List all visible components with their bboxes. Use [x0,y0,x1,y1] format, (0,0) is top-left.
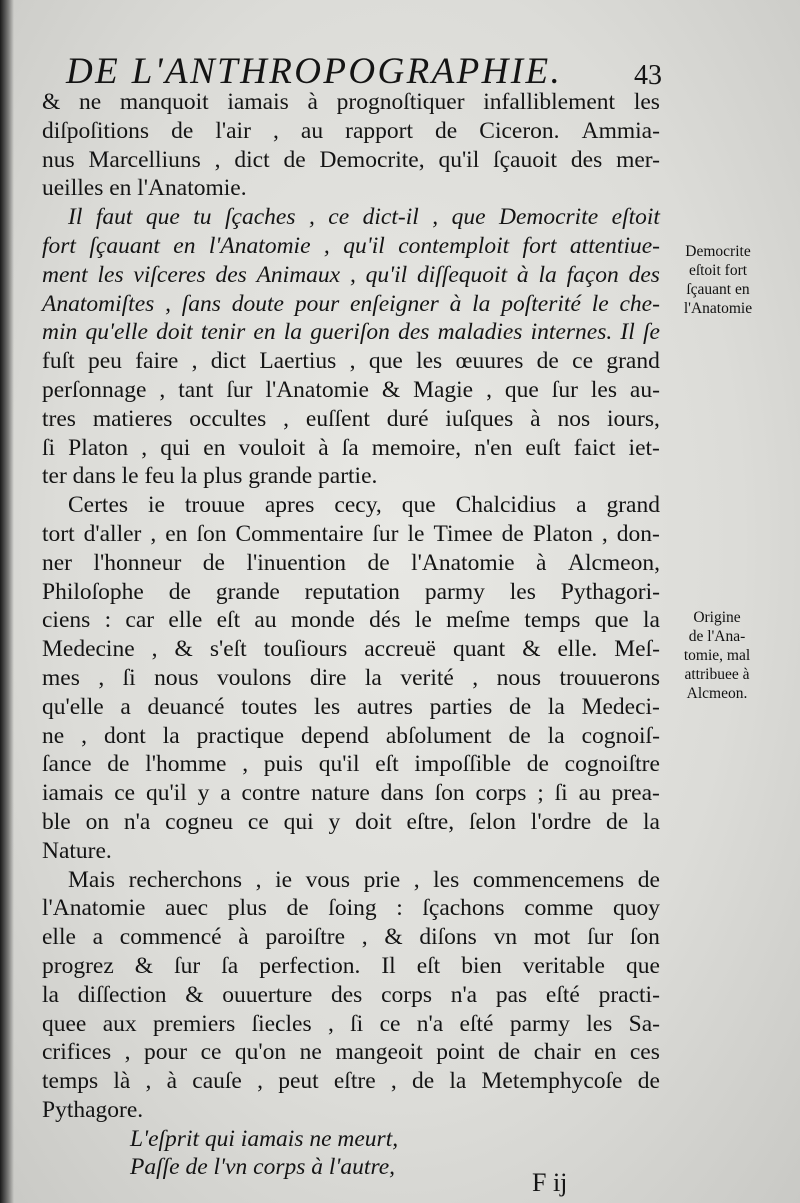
text-line: mes , ſi nous voulons dire la verité , nous trouuerons [42,664,660,691]
marginal-line: ſçauant en [686,281,750,298]
marginal-line: eſtoit fort [688,262,748,279]
text-line: Certes ie trouue apres cecy, que Chalcidius a grand [68,492,660,519]
text-line: ſance de l'homme , puis qu'il eſt impoſſible de cognoiſtre [42,751,660,778]
text-line: tort d'aller , en ſon Commentaire ſur le Timee de Platon , don- [42,520,660,547]
text-line: diſpoſitions de l'air , au rapport de Ciceron. Ammia- [42,117,660,144]
text-line: iamais ce qu'il y a contre nature dans ſon corps ; ſi au prea- [42,780,660,807]
text-line: tres matieres occultes , euſſent duré iuſques à nos iours, [42,405,660,432]
page-number: 43 [634,60,662,91]
text-line: & ne manquoit iamais à prognoſtiquer infalliblement les [42,89,660,115]
running-title: DE L'ANTHROPOGRAPHIE. [66,51,563,92]
text-line: fort ſçauant en l'Anatomie , qu'il contemploit fort attentiue- [42,232,660,259]
marginal-line: attribuee à [684,666,750,683]
text-line: Il faut que tu ſçaches , ce dict-il , que Democrite eſtoit [68,204,660,231]
text-line: elle a commencé à paroiſtre , & diſons vn mot ſur ſon [42,924,660,951]
text-line: min qu'elle doit tenir en la gueriſon des maladies internes. Il ſe [42,319,660,346]
text-line: Mais recherchons , ie vous prie , les commencemens de [68,866,660,893]
text-line: fuſt peu faire , dict Laertius , que les œuures de ce grand [42,348,660,375]
text-line: Nature. [42,837,112,864]
marginal-line: tomie, mal [683,647,751,664]
text-line: Philoſophe de grande reputation parmy les Pythagori- [42,578,660,605]
marginal-line: Origine [693,609,741,626]
text-line: la diſſection & ouuerture des corps n'a pas eſté practi- [42,981,660,1008]
marginal-line: Alcmeon. [686,685,748,702]
text-line: l'Anatomie auec plus de ſoing : ſçachons comme quoy [42,895,660,922]
text-line: progrez & ſur ſa perfection. Il eſt bien veritable que [42,952,660,979]
text-line: perſonnage , tant ſur l'Anatomie & Magie , que ſur les au- [42,376,660,403]
text-line: Medecine , & s'eſt touſiours accreuë quant & elle. Meſ- [42,636,660,663]
text-line: temps là , à cauſe , peut eſtre , de la Metemphycoſe de [42,1068,660,1095]
marginal-line: Democrite [685,243,751,260]
text-line: ciens : car elle eſt au monde dés le meſme temps que la [42,607,660,634]
marginal-note-origine [662,608,772,703]
text-line: quee aux premiers ſiecles , ſi ce n'a eſté parmy les Sa- [42,1010,660,1037]
text-line: Paſſe de l'vn corps à l'autre, [130,1154,396,1181]
text-line: ble on n'a cogneu ce qui y doit eſtre, ſelon l'ordre de la [42,808,660,835]
main-text-block [42,88,660,1182]
text-line: ueilles en l'Anatomie. [42,175,247,202]
marginal-line: de l'Ana- [688,628,746,645]
text-line: crifices , pour ce qu'on ne mangeoit point de chair en ces [42,1039,660,1066]
text-line: ment les viſceres des Animaux , qu'il diſſequoit à la façon des [42,261,660,288]
text-line: ner l'honneur de l'inuention de l'Anatomie à Alcmeon, [42,549,660,576]
text-line: ne , dont la practique depend abſolument de la cognoiſ- [42,722,660,749]
text-line: Pythagore. [42,1096,144,1123]
text-line: nus Marcelliuns , dict de Democrite, qu'il ſçauoit des mer- [42,146,660,173]
text-line: ſi Platon , qui en vouloit à ſa memoire, n'en euſt faict iet- [42,434,660,461]
text-line: L'eſprit qui iamais ne meurt, [130,1125,399,1152]
text-line: Anatomiſtes , ſans doute pour enſeigner à la poſterité le che- [42,290,660,317]
marginal-line: l'Anatomie [683,300,753,317]
signature-mark: F ij [532,1168,568,1197]
text-line: ter dans le feu la plus grande partie. [42,463,378,490]
text-line: qu'elle a deuancé toutes les autres parties de la Medeci- [42,693,660,720]
marginal-note-democrite [663,242,773,318]
